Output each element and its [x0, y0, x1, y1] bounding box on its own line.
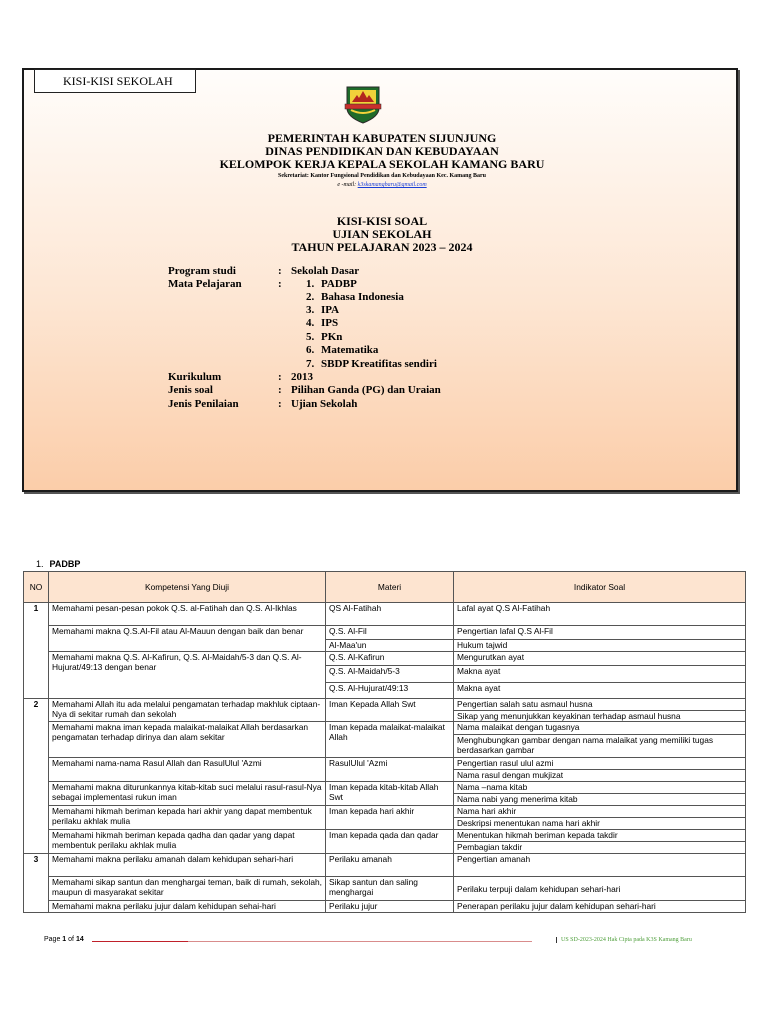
indikator-cell: Nama malaikat dengan tugasnya	[454, 722, 746, 735]
table-row	[24, 854, 746, 877]
subject-name: IPS	[321, 317, 339, 329]
kompetensi-cell: Memahami makna Q.S. Al-Kafirun, Q.S. Al-Maidah/5-3 dan Q.S. Al-Hujurat/49:13 dengan benar	[49, 652, 326, 699]
materi-cell: Perilaku amanah	[326, 854, 454, 877]
materi-cell: Q.S. Al-Hujurat/49:13	[326, 683, 454, 699]
materi-cell: Iman kepada qada dan qadar	[326, 830, 454, 854]
indikator-cell: Pengertian amanah	[454, 854, 746, 877]
page-number	[44, 936, 84, 943]
page-current: 1	[62, 936, 67, 943]
colon: :	[278, 371, 282, 383]
subject-number: 2.	[306, 291, 315, 303]
kompetensi-cell: Memahami hikmah beriman kepada qadha dan qadar yang dapat membentuk perilaku akhlak mulia	[49, 830, 326, 854]
materi-cell: Al-Maa'un	[326, 640, 454, 652]
table-row	[24, 877, 746, 901]
indikator-cell: Nama –nama kitab	[454, 782, 746, 794]
kompetensi-cell: Memahami makna perilaku jujur dalam kehidupan sehai-hari	[49, 901, 326, 913]
kompetensi-cell: Memahami makna iman kepada malaikat-malaikat Allah berdasarkan pengamatan terhadap dirinya dan alam sekitar	[49, 722, 326, 758]
curriculum-label: Kurikulum	[168, 371, 222, 383]
exam-title: UJIAN SEKOLAH	[332, 227, 432, 241]
department-name: DINAS PENDIDIKAN DAN KEBUDAYAAN	[265, 144, 499, 158]
kompetensi-cell: Memahami makna Q.S.Al-Fil atau Al-Mauun dengan baik dan benar	[49, 626, 326, 652]
kompetensi-cell: Memahami sikap santun dan menghargai teman, baik di rumah, sekolah, maupun di masyarakat sekitar	[49, 877, 326, 901]
working-group-name: KELOMPOK KERJA KEPALA SEKOLAH KAMANG BARU	[219, 157, 545, 171]
academic-year: TAHUN PELAJARAN 2023 – 2024	[291, 240, 473, 254]
indikator-cell: Menghubungkan gambar dengan nama malaikat yang memiliki tugas berdasarkan gambar	[454, 735, 746, 758]
indikator-cell: Pembagian takdir	[454, 842, 746, 854]
email-label: e -mail:	[337, 182, 358, 188]
copyright-note: US SD-2023-2024 Hak Cipta pada K3S Kamang Baru	[556, 937, 692, 943]
curriculum-value: 2013	[291, 371, 313, 383]
indikator-cell: Pengertian salah satu asmaul husna	[454, 699, 746, 711]
indikator-cell: Menentukan hikmah beriman kepada takdir	[454, 830, 746, 842]
section-number: 1.	[36, 559, 44, 569]
section-title: PADBP	[49, 559, 81, 569]
kompetensi-cell: Memahami pesan-pesan pokok Q.S. al-Fatihah dan Q.S. Al-Ikhlas	[49, 603, 326, 626]
indikator-cell: Makna ayat	[454, 683, 746, 699]
email-link[interactable]: k3skamangbaru@gmail.com	[357, 182, 427, 188]
indikator-cell: Nama hari akhir	[454, 806, 746, 818]
table-row	[24, 626, 746, 640]
subject-number: 1.	[306, 278, 315, 290]
indikator-cell: Perilaku terpuji dalam kehidupan sehari-hari	[454, 877, 746, 901]
assessment-type-value: Ujian Sekolah	[291, 398, 358, 410]
indikator-cell: Deskripsi menentukan nama hari akhir	[454, 818, 746, 830]
indikator-cell: Pengertian rasul ulul azmi	[454, 758, 746, 770]
table-row	[24, 830, 746, 842]
table-row	[24, 722, 746, 735]
secretariat-address: Sekretariat: Kantor Fungsional Pendidikan dan Kebudayaan Kec. Kamang Baru	[278, 173, 486, 179]
subject-name: PADBP	[321, 278, 357, 290]
page-of: of	[66, 936, 76, 943]
table-row	[24, 901, 746, 913]
indikator-cell: Hukum tajwid	[454, 640, 746, 652]
program-value: Sekolah Dasar	[291, 265, 360, 277]
indikator-cell: Makna ayat	[454, 666, 746, 683]
subject-number: 3.	[306, 304, 315, 316]
column-header-kompetensi: Kompetensi Yang Diuji	[49, 572, 326, 603]
table-row	[24, 806, 746, 818]
materi-cell: Sikap santun dan saling menghargai	[326, 877, 454, 901]
cover-page	[22, 68, 738, 492]
colon: :	[278, 398, 282, 410]
subject-name: Bahasa Indonesia	[321, 291, 404, 303]
materi-cell: Iman kepada kitab-kitab Allah Swt	[326, 782, 454, 806]
doc-title: KISI-KISI SOAL	[336, 214, 428, 228]
page-total: 14	[75, 936, 84, 943]
table-header-row	[24, 572, 746, 603]
table-row	[24, 758, 746, 770]
question-type-label: Jenis soal	[168, 384, 213, 396]
program-label: Program studi	[168, 265, 236, 277]
indikator-cell: Mengurutkan ayat	[454, 652, 746, 666]
materi-cell: Iman kepada hari akhir	[326, 806, 454, 830]
materi-cell: Q.S. Al-Maidah/5-3	[326, 666, 454, 683]
row-number: 3	[24, 854, 49, 913]
colon: :	[278, 278, 282, 290]
indikator-cell: Sikap yang menunjukkan keyakinan terhadap asmaul husna	[454, 711, 746, 722]
column-header-no: NO	[24, 572, 49, 603]
table-row	[24, 603, 746, 626]
materi-cell: QS Al-Fatihah	[326, 603, 454, 626]
indikator-cell: Pengertian lafal Q.S Al-Fil	[454, 626, 746, 640]
indikator-cell: Lafal ayat Q.S Al-Fatihah	[454, 603, 746, 626]
materi-cell: RasulUlul 'Azmi	[326, 758, 454, 782]
materi-cell: Iman kepada malaikat-malaikat Allah	[326, 722, 454, 758]
government-name: PEMERINTAH KABUPATEN SIJUNJUNG	[267, 131, 497, 145]
row-number: 1	[24, 603, 49, 699]
indikator-cell: Nama nabi yang menerima kitab	[454, 794, 746, 806]
regency-emblem-logo	[344, 84, 382, 124]
indikator-cell: Nama rasul dengan mukjizat	[454, 770, 746, 782]
materi-cell: Iman Kepada Allah Swt	[326, 699, 454, 722]
subject-name: IPA	[321, 304, 340, 316]
grid-table	[23, 571, 746, 913]
subject-name: Matematika	[321, 344, 379, 356]
kompetensi-cell: Memahami Allah itu ada melalui pengamatan terhadap makhluk ciptaan-Nya di sekitar rumah dan sekolah	[49, 699, 326, 722]
colon: :	[278, 384, 282, 396]
document-tag: KISI-KISI SEKOLAH	[34, 69, 196, 93]
column-header-indikator: Indikator Soal	[454, 572, 746, 603]
question-type-value: Pilihan Ganda (PG) dan Uraian	[291, 384, 441, 396]
materi-cell: Q.S. Al-Kafirun	[326, 652, 454, 666]
subject-name: SBDP Kreatifitas sendiri	[321, 358, 437, 370]
table-row	[24, 652, 746, 666]
column-header-materi: Materi	[326, 572, 454, 603]
subject-number: 4.	[306, 317, 315, 329]
footer-divider-accent	[92, 941, 188, 942]
subject-name: PKn	[321, 331, 343, 343]
assessment-type-label: Jenis Penilaian	[168, 398, 239, 410]
materi-cell: Perilaku jujur	[326, 901, 454, 913]
subject-label: Mata Pelajaran	[168, 278, 242, 290]
kompetensi-cell: Memahami nama-nama Rasul Allah dan RasulUlul 'Azmi	[49, 758, 326, 782]
page-prefix: Page	[44, 936, 63, 943]
section-heading	[36, 559, 80, 569]
row-number: 2	[24, 699, 49, 854]
kompetensi-cell: Memahami makna perilaku amanah dalam kehidupan sehari-hari	[49, 854, 326, 877]
table-row	[24, 699, 746, 711]
colon: :	[278, 265, 282, 277]
table-row	[24, 782, 746, 794]
subject-number: 7.	[306, 358, 315, 370]
subject-number: 5.	[306, 331, 315, 343]
materi-cell: Q.S. Al-Fil	[326, 626, 454, 640]
subject-number: 6.	[306, 344, 315, 356]
email-line	[24, 182, 740, 188]
kompetensi-cell: Memahami hikmah beriman kepada hari akhir yang dapat membentuk perilaku akhlak mulia	[49, 806, 326, 830]
kompetensi-cell: Memahami makna diturunkannya kitab-kitab suci melalui rasul-rasul-Nya sebagai implementasi rukun iman	[49, 782, 326, 806]
indikator-cell: Penerapan perilaku jujur dalam kehidupan sehari-hari	[454, 901, 746, 913]
